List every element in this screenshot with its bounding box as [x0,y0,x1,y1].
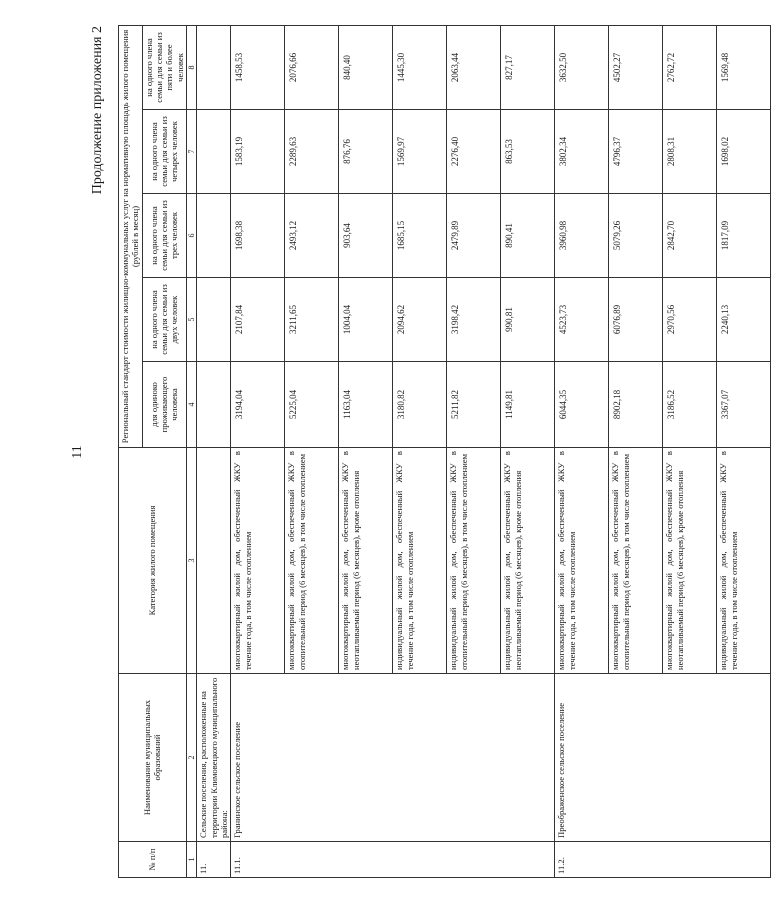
group-name: Преображенское сельское поселение [555,674,771,842]
value-cell: 5225,04 [285,362,339,448]
value-cell: 876,76 [339,110,393,194]
value-cell: 4502,27 [609,25,663,109]
value-cell: 3802,34 [555,110,609,194]
value-cell: 990,81 [501,278,555,362]
value-cell: 3180,82 [393,362,447,448]
value-cell: 2063,44 [447,25,501,109]
value-cell: 1817,09 [717,194,771,278]
value-cell: 4523,73 [555,278,609,362]
value-cell: 2076,66 [285,25,339,109]
section-no: 11. [197,842,231,878]
value-cell: 1583,19 [231,110,285,194]
value-cell: 1458,53 [231,25,285,109]
value-cell: 4796,37 [609,110,663,194]
col-index: 3 [186,448,197,674]
value-cell: 3198,42 [447,278,501,362]
value-cell: 2289,63 [285,110,339,194]
value-cell: 2762,72 [663,25,717,109]
value-cell: 1698,02 [717,110,771,194]
category-cell: многоквартирный жилой дом, обеспеченный ЖКУ в течение года, в том числе отоплением [231,448,285,674]
value-cell: 1445,30 [393,25,447,109]
page-number: 11 [70,445,85,459]
category-cell: индивидуальный жилой дом, обеспеченный ЖКУ в отопительный период (6 месяцев), в том числе отоплением [447,448,501,674]
value-cell: 3186,52 [663,362,717,448]
header-col-2: на одного члена семьи для семьи из двух человек [142,278,186,362]
group-name: Гранинское сельское поселение [231,674,555,842]
value-cell: 1698,38 [231,194,285,278]
housing-cost-table [118,25,771,878]
value-cell: 3960,98 [555,194,609,278]
header-standard: Региональный стандарт стоимости жилищно-коммунальных услуг на нормативную площадь жилого помещения (рублей в месяц) [119,25,143,447]
table-row [555,25,609,877]
value-cell: 1163,04 [339,362,393,448]
category-cell: многоквартирный жилой дом, обеспеченный ЖКУ в течение года, в том числе отоплением [555,448,609,674]
value-cell: 3367,07 [717,362,771,448]
header-no: № п/п [119,842,187,878]
value-cell: 8902,18 [609,362,663,448]
value-cell: 5079,26 [609,194,663,278]
value-cell: 1569,48 [717,25,771,109]
header-col-5: на одного члена семьи для семьи из пяти и более человек [142,25,186,109]
value-cell: 863,53 [501,110,555,194]
value-cell: 840,40 [339,25,393,109]
value-cell: 2970,56 [663,278,717,362]
value-cell: 1569,97 [393,110,447,194]
category-cell: индивидуальный жилой дом, обеспеченный ЖКУ в неотапливаемый период (6 месяцев), кроме отопления [501,448,555,674]
value-cell: 2107,84 [231,278,285,362]
value-cell: 5211,82 [447,362,501,448]
value-cell: 2240,13 [717,278,771,362]
value-cell: 6076,89 [609,278,663,362]
value-cell: 2842,70 [663,194,717,278]
value-cell: 3194,04 [231,362,285,448]
col-index: 1 [186,842,197,878]
header-col-4: на одного члена семьи для семьи из четырех человек [142,110,186,194]
col-index: 6 [186,194,197,278]
header-category: Категория жилого помещения [119,448,187,674]
value-cell: 3632,50 [555,25,609,109]
category-cell: многоквартирный жилой дом, обеспеченный ЖКУ в отопительный период (6 месяцев), в том числе отоплением [609,448,663,674]
col-index: 5 [186,278,197,362]
header-col-3: на одного члена семьи для семьи из трех человек [142,194,186,278]
section-name: Сельские поселения, расположенные на территории Климовецкого муниципального района: [197,674,231,842]
value-cell: 1004,04 [339,278,393,362]
value-cell: 1149,81 [501,362,555,448]
header-col-1: для одиноко проживающего человека [142,362,186,448]
value-cell: 2808,31 [663,110,717,194]
value-cell: 2094,62 [393,278,447,362]
value-cell: 3211,65 [285,278,339,362]
header-name: Наименование муниципальных образований [119,674,187,842]
value-cell: 903,64 [339,194,393,278]
value-cell: 2479,89 [447,194,501,278]
value-cell: 1685,15 [393,194,447,278]
col-index: 2 [186,674,197,842]
rotated-page [88,16,739,888]
category-cell: многоквартирный жилой дом, обеспеченный ЖКУ в отопительный период (6 месяцев), в том числе отоплением [285,448,339,674]
col-index: 8 [186,25,197,109]
section-row [197,25,231,877]
category-cell: индивидуальный жилой дом, обеспеченный ЖКУ в течение года, в том числе отоплением [393,448,447,674]
group-no: 11.1. [231,842,555,878]
category-cell: многоквартирный жилой дом, обеспеченный ЖКУ в неотапливаемый период (6 месяцев), кроме отопления [339,448,393,674]
column-index-row [186,25,197,877]
group-no: 11.2. [555,842,771,878]
category-cell: многоквартирный жилой дом, обеспеченный ЖКУ в неотапливаемый период (6 месяцев), кроме отопления [663,448,717,674]
col-index: 4 [186,362,197,448]
value-cell: 2493,12 [285,194,339,278]
appendix-title: Продолжение приложения 2 [90,26,105,195]
table-row [231,25,285,877]
value-cell: 827,17 [501,25,555,109]
category-cell: индивидуальный жилой дом, обеспеченный ЖКУ в течение года, в том числе отоплением [717,448,771,674]
col-index: 7 [186,110,197,194]
value-cell: 2276,40 [447,110,501,194]
value-cell: 890,41 [501,194,555,278]
value-cell: 6044,35 [555,362,609,448]
